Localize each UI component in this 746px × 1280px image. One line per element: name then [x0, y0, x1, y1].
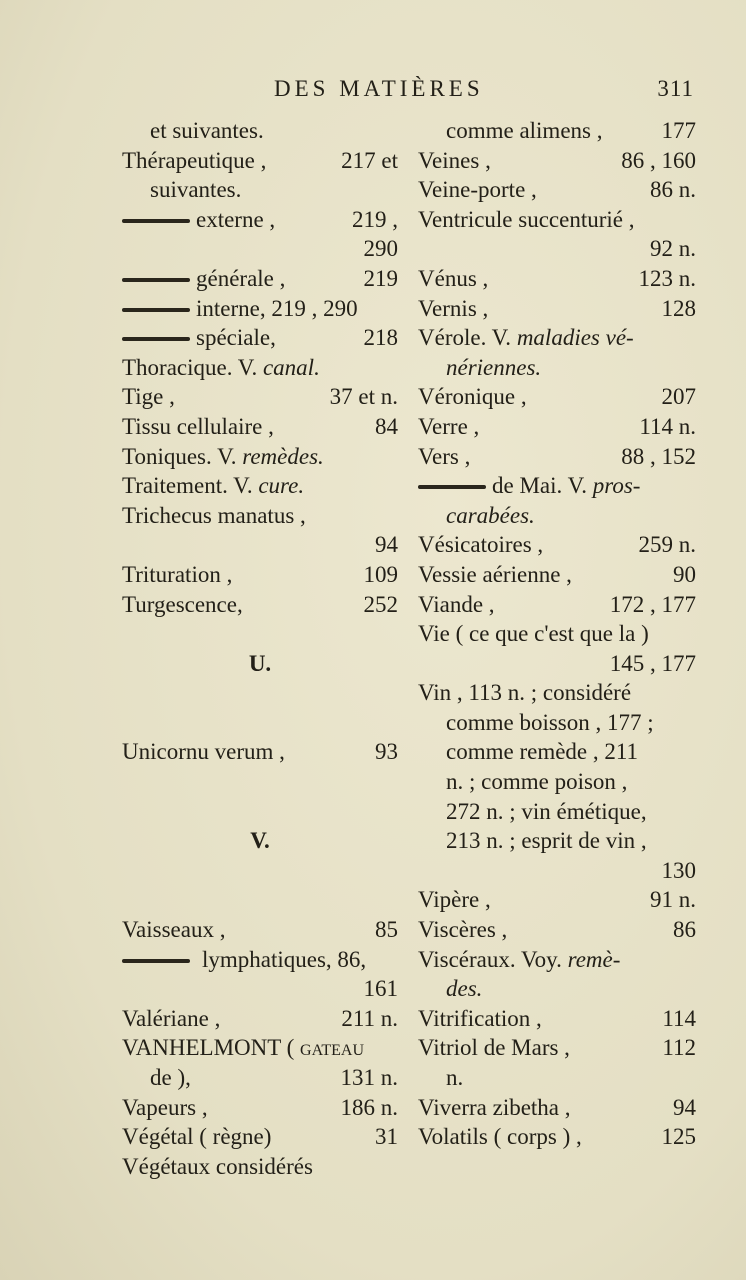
entry-text — [418, 945, 620, 975]
entry-page-ref: 218 — [363, 325, 398, 351]
entry-text — [150, 1063, 191, 1093]
entry-text — [122, 826, 398, 856]
entry-page-ref: 94 — [375, 532, 398, 558]
index-entry — [122, 501, 398, 531]
ditto-dash — [122, 337, 190, 341]
entry-text — [446, 797, 647, 827]
entry-page-ref: 219 , — [352, 206, 398, 232]
entry-term: Viscéraux. Voy. — [418, 946, 568, 972]
entry-italic: cure. — [258, 473, 305, 499]
ditto-dash — [122, 278, 190, 282]
entry-term: Vénus , — [418, 265, 489, 291]
entry-italic: pros- — [592, 473, 641, 499]
index-entry — [418, 116, 696, 146]
entry-term: 213 n. ; esprit de vin , — [446, 828, 647, 854]
index-entry — [418, 678, 696, 708]
index-entry — [418, 412, 696, 442]
index-entry — [418, 945, 696, 975]
entry-page-ref: 217 et — [341, 147, 398, 173]
spacer — [122, 678, 398, 708]
index-entry — [418, 353, 696, 383]
index-entry — [418, 856, 696, 886]
header-title: DES MATIÈRES — [274, 76, 484, 101]
entry-page-ref: 93 — [375, 739, 398, 765]
entry-term: Valériane , — [122, 1005, 221, 1031]
entry-text — [418, 1122, 582, 1152]
index-entry — [418, 264, 696, 294]
ditto-dash — [418, 485, 486, 489]
spacer — [122, 856, 398, 886]
entry-text — [446, 116, 603, 146]
entry-page-ref: 130 — [661, 857, 696, 883]
spacer — [122, 708, 398, 738]
entry-term: de ), — [150, 1065, 191, 1090]
entry-italic: maladies vé- — [516, 325, 634, 351]
entry-text — [150, 175, 241, 205]
entry-text — [150, 116, 264, 146]
entry-page-ref: 252 — [363, 591, 398, 617]
entry-term: Thoracique. V. — [122, 354, 263, 380]
entry-term: Vie ( ce que c'est que la ) — [418, 621, 649, 647]
index-entry — [122, 1033, 398, 1063]
index-entry — [122, 530, 398, 560]
entry-text — [418, 530, 543, 560]
entry-page-ref: 86 , 160 — [621, 147, 696, 173]
entry-page-ref: 90 — [673, 561, 696, 587]
index-entry — [122, 353, 398, 383]
entry-text — [446, 1063, 463, 1093]
entry-term: spéciale, — [196, 325, 276, 351]
entry-term: Vaisseaux , — [122, 917, 226, 943]
entry-text — [122, 1152, 313, 1182]
entry-text — [122, 737, 285, 767]
index-entry — [122, 590, 398, 620]
entry-page-ref: 37 et n. — [329, 384, 398, 410]
index-entry — [418, 1122, 696, 1152]
spacer — [122, 767, 398, 797]
entry-text — [196, 264, 285, 294]
entry-text — [196, 205, 275, 235]
spacer — [122, 619, 398, 649]
index-entry — [122, 323, 398, 353]
entry-text — [418, 885, 491, 915]
index-entry — [418, 708, 696, 738]
entry-text — [492, 471, 640, 501]
entry-text — [418, 264, 488, 294]
entry-term: Vers , — [418, 443, 471, 469]
entry-text — [122, 1004, 220, 1034]
entry-italic: canal. — [262, 354, 320, 380]
index-entry — [122, 175, 398, 205]
entry-text — [122, 1093, 208, 1123]
index-entry — [122, 1093, 398, 1123]
entry-term: Vitriol de Mars , — [418, 1035, 570, 1061]
entry-page-ref: 161 — [363, 976, 398, 1002]
index-entry — [122, 974, 398, 1004]
entry-page-ref: 84 — [375, 413, 398, 439]
entry-term: suivantes. — [150, 177, 242, 203]
entry-term: Vapeurs , — [122, 1094, 208, 1120]
entry-page-ref: 123 n. — [638, 265, 696, 291]
entry-term: Vernis , — [418, 295, 489, 321]
entry-page-ref: 31 — [375, 1124, 398, 1150]
entry-text — [196, 294, 358, 324]
entry-page-ref: 91 n. — [650, 887, 696, 913]
entry-page-ref: 128 — [661, 295, 696, 321]
entry-text — [418, 915, 507, 945]
entry-term: n. — [446, 1065, 464, 1090]
entry-page-ref: 86 — [673, 917, 696, 943]
index-entry — [418, 382, 696, 412]
index-entry — [418, 530, 696, 560]
index-entry — [418, 560, 696, 590]
entry-term: U. — [248, 650, 272, 676]
index-entry — [122, 442, 398, 472]
index-entry — [122, 264, 398, 294]
index-entry — [418, 1033, 696, 1063]
index-entry — [418, 797, 696, 827]
entry-page-ref: 145 , 177 — [609, 650, 696, 676]
index-entry — [122, 471, 398, 501]
entry-text — [418, 205, 635, 235]
entry-term: Vin , 113 n. ; considéré — [418, 680, 632, 706]
ditto-dash — [122, 959, 190, 963]
index-column-left — [122, 116, 398, 1181]
entry-term: Vessie aérienne , — [418, 561, 572, 587]
entry-text — [122, 412, 274, 442]
entry-term: Thérapeutique , — [122, 147, 267, 173]
entry-text — [418, 294, 488, 324]
entry-text — [418, 175, 537, 205]
index-entry — [418, 323, 696, 353]
index-entry — [418, 974, 696, 1004]
index-entry — [122, 737, 398, 767]
entry-term: Vésicatoires , — [418, 532, 544, 558]
entry-term: Turgescence, — [122, 591, 243, 617]
entry-text — [418, 146, 491, 176]
entry-term: externe , — [196, 206, 276, 232]
entry-term: Trituration , — [122, 561, 233, 587]
entry-term: Végétal ( règne) — [122, 1124, 272, 1150]
entry-text — [122, 471, 304, 501]
entry-text — [418, 442, 470, 472]
entry-term: Viscères , — [418, 917, 508, 943]
entry-text — [122, 353, 320, 383]
entry-text — [446, 767, 627, 797]
entry-term: Trichecus manatus , — [122, 502, 306, 528]
running-header — [274, 76, 694, 110]
entry-italic: nériennes. — [446, 354, 542, 380]
entry-page-ref: 112 — [662, 1035, 696, 1061]
entry-term: Traitement. V. — [122, 473, 259, 499]
entry-text — [418, 1004, 542, 1034]
entry-term: et suivantes. — [150, 118, 264, 143]
entry-term: Veine-porte , — [418, 177, 537, 203]
index-entry — [122, 915, 398, 945]
entry-term: n. ; comme poison , — [446, 769, 628, 795]
entry-page-ref: 177 — [661, 118, 696, 143]
index-entry — [418, 619, 696, 649]
entry-term: comme remède , 211 — [446, 739, 639, 765]
entry-text — [418, 1093, 571, 1123]
entry-text — [122, 649, 398, 679]
index-entry — [122, 560, 398, 590]
entry-term: Végétaux considérés — [122, 1153, 313, 1179]
entry-italic: remèdes. — [242, 443, 324, 469]
entry-page-ref: 186 n. — [340, 1094, 398, 1120]
entry-text — [446, 708, 654, 738]
entry-term: de Mai. V. — [492, 473, 593, 499]
entry-text — [418, 678, 631, 708]
entry-term: Tissu cellulaire , — [122, 413, 274, 439]
entry-text — [446, 826, 647, 856]
index-entry — [122, 146, 398, 176]
entry-term: 272 n. ; vin émétique, — [446, 798, 647, 824]
index-entry — [122, 1122, 398, 1152]
entry-text — [418, 619, 649, 649]
entry-page-ref: 125 — [661, 1124, 696, 1150]
entry-text — [418, 560, 572, 590]
entry-page-ref: 219 — [363, 265, 398, 291]
index-entry — [122, 116, 398, 146]
index-entry — [418, 885, 696, 915]
section-letter — [122, 826, 398, 856]
index-entry — [122, 412, 398, 442]
entry-term: Verre , — [418, 413, 480, 439]
entry-text — [122, 560, 232, 590]
page-number: 311 — [657, 76, 694, 101]
index-entry — [122, 234, 398, 264]
entry-page-ref: 211 n. — [341, 1005, 398, 1031]
index-entry — [122, 205, 398, 235]
entry-text — [418, 382, 527, 412]
entry-page-ref: 114 — [662, 1005, 696, 1031]
index-entry — [122, 294, 398, 324]
ditto-dash — [122, 308, 190, 312]
entry-text — [122, 501, 306, 531]
entry-page-ref: 207 — [661, 384, 696, 410]
entry-text — [122, 590, 243, 620]
entry-page-ref: 92 n. — [650, 236, 696, 262]
entry-page-ref: 94 — [673, 1094, 696, 1120]
entry-term: Vérole. V. — [418, 325, 517, 351]
index-entry — [418, 471, 696, 501]
entry-term: comme boisson , 177 ; — [446, 709, 654, 735]
entry-text — [418, 323, 634, 353]
entry-term: Vipère , — [418, 887, 491, 913]
index-entry — [418, 501, 696, 531]
entry-term: Ventricule succenturié , — [418, 206, 635, 232]
entry-page-ref: 114 n. — [639, 413, 696, 439]
entry-text — [122, 146, 266, 176]
entry-term: générale , — [196, 265, 286, 291]
entry-term: Unicornu verum , — [122, 739, 285, 765]
entry-term: VANHELMONT ( gateau — [122, 1035, 365, 1061]
entry-page-ref: 86 n. — [650, 177, 696, 203]
index-entry — [418, 294, 696, 324]
index-entry — [418, 146, 696, 176]
entry-page-ref: 172 , 177 — [609, 591, 696, 617]
entry-text — [418, 1033, 570, 1063]
ditto-dash — [122, 219, 190, 223]
entry-page-ref: 259 n. — [638, 532, 696, 558]
entry-italic: des. — [446, 976, 483, 1002]
entry-term: Viverra zibetha , — [418, 1094, 571, 1120]
index-entry — [122, 1152, 398, 1182]
index-entry — [418, 205, 696, 235]
entry-text — [446, 353, 541, 383]
index-entry — [418, 1093, 696, 1123]
index-entry — [418, 649, 696, 679]
entry-term: Veines , — [418, 147, 491, 173]
index-entry — [418, 915, 696, 945]
entry-text — [446, 501, 535, 531]
entry-text — [196, 323, 276, 353]
entry-term: Vitrification , — [418, 1005, 542, 1031]
section-letter — [122, 649, 398, 679]
index-entry — [418, 1004, 696, 1034]
entry-italic: remè- — [567, 946, 621, 972]
index-entry — [122, 1063, 398, 1093]
entry-italic: carabées. — [446, 502, 535, 528]
index-entry — [418, 234, 696, 264]
entry-term: lymphatiques, 86, — [202, 946, 367, 972]
entry-term: Toniques. V. — [122, 443, 243, 469]
entry-text — [418, 590, 495, 620]
index-entry — [122, 945, 398, 975]
entry-text — [418, 412, 479, 442]
index-entry — [418, 590, 696, 620]
entry-term: Tige , — [122, 384, 175, 410]
entry-text — [122, 915, 225, 945]
index-entry — [122, 1004, 398, 1034]
entry-text — [122, 1122, 271, 1152]
index-entry — [418, 767, 696, 797]
entry-term: comme alimens , — [446, 118, 603, 143]
entry-page-ref: 109 — [363, 561, 398, 587]
index-entry — [418, 737, 696, 767]
index-entry — [418, 175, 696, 205]
entry-term: Volatils ( corps ) , — [418, 1124, 582, 1150]
entry-term: Viande , — [418, 591, 495, 617]
entry-text — [122, 382, 175, 412]
entry-term: interne, 219 , 290 — [196, 295, 358, 321]
index-column-right — [418, 116, 696, 1152]
spacer — [122, 885, 398, 915]
index-entry — [122, 382, 398, 412]
index-entry — [418, 442, 696, 472]
index-entry — [418, 826, 696, 856]
entry-page-ref: 290 — [363, 236, 398, 262]
entry-page-ref: 88 , 152 — [621, 443, 696, 469]
entry-term: V. — [250, 828, 270, 854]
index-entry — [418, 1063, 696, 1093]
entry-page-ref: 131 n. — [340, 1065, 398, 1090]
entry-text — [446, 974, 482, 1004]
entry-page-ref: 85 — [375, 917, 398, 943]
entry-text — [202, 945, 366, 975]
entry-term: Véronique , — [418, 384, 527, 410]
entry-text — [446, 737, 638, 767]
entry-text — [122, 1033, 364, 1063]
entry-text — [122, 442, 324, 472]
spacer — [122, 797, 398, 827]
